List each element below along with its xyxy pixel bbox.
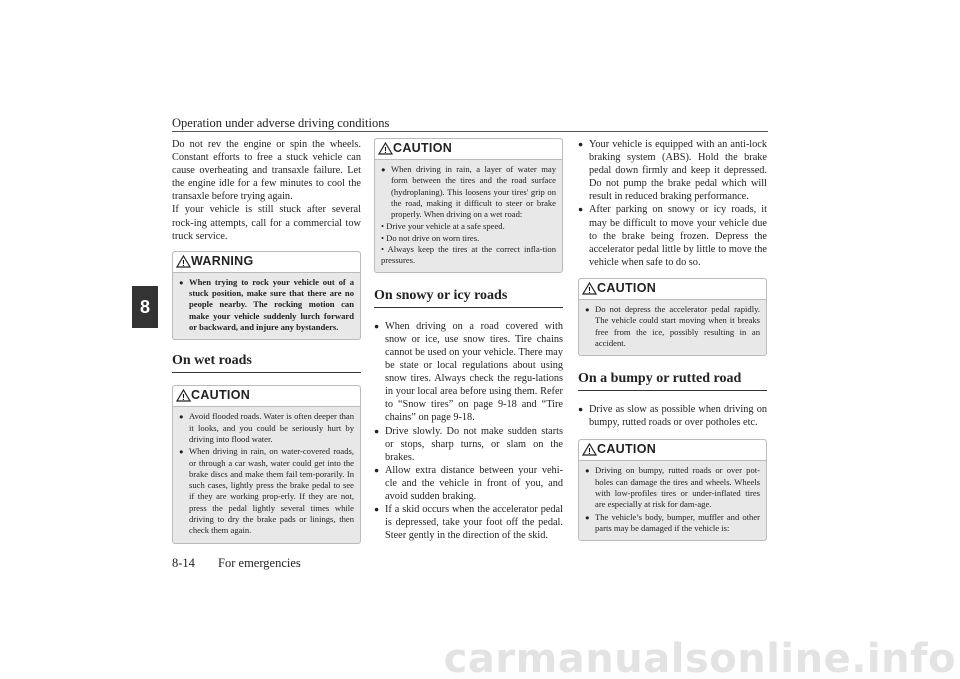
warning-triangle-icon [176,255,191,268]
svg-text:!: ! [182,393,185,403]
header-rule [172,131,768,132]
caution-item: ● When driving in rain, on water-covered roads, or through a car wash, water could get into the brake discs and make them fail tem-porarily. In such cases, lightly press the brake pedal to see if they are working prop-erly. If they are not, press the pedal lightly several times while driving to dry the brake pads or linings, then check them again. [179,446,354,536]
warning-item: ● When trying to rock your vehicle out of a stuck position, make sure that there are no people nearby. The rocking motion can make your vehicle suddenly lurch forward or backward, and injure any bystanders. [179,277,354,333]
caution-label: CAUTION [191,388,251,403]
caution-subitem: • Do not drive on worn tires. [381,232,480,243]
caution-box [578,439,767,541]
column-2 [374,138,563,542]
caution-label: CAUTION [393,141,453,155]
caution-item: ● Do not depress the accelerator pedal rapidly. The vehicle could start moving when it breaks free from the ice, possibly resulting in an accident. [585,304,760,349]
list-item: ● Drive as slow as possible when driving on bumpy, rutted roads or over potholes etc. [578,403,767,429]
caution-label: CAUTION [597,280,657,295]
list-item: ● Your vehicle is equipped with an anti-lock braking system (ABS). Hold the brake pedal down firmly and keep it depressed. Do not pump the brake pedal which will result in reduced braking performance. [578,138,767,203]
caution-subitem: • Always keep the tires at the correct infla-tion pressures. [381,244,556,266]
caution-box [374,138,563,273]
caution-label: CAUTION [597,442,657,457]
column-1 [172,138,361,544]
warning-box [172,251,361,340]
caution-item: ● The vehicle’s body, bumper, muffler and other parts may be damaged if the vehicle is: [585,512,760,535]
caution-item: ● When driving in rain, a layer of water may form between the tires and the road surface (hydroplaning). This loosens your tires' grip on the road, making it difficult to steer or brake properly. When driving on a wet road: [381,164,556,220]
watermark-text: carmanualsonline.info [443,640,956,679]
svg-text:!: ! [384,146,387,155]
svg-text:!: ! [588,447,591,457]
caution-item: ● Driving on bumpy, rutted roads or over pot-holes can damage the tires and wheels. Wheels with low-profiles tires or under-inflated tires are especially at risk for dam-age. [585,465,760,510]
watermark [0,640,960,679]
svg-text:!: ! [182,258,185,268]
column-3 [578,138,767,541]
caution-box [578,278,767,356]
caution-box [172,385,361,543]
list-item: ● When driving on a road covered with snow or ice, use snow tires. Tire chains cannot be used on your vehicle. There may be state or local regulations about using snow tires. Always check the regu-lations in your local area before using them. Refer to “Snow tires” on page 9-18 and “Tire chains” on page 9-18. [374,320,563,425]
page-header-title: Operation under adverse driving conditions [172,116,390,130]
svg-text:!: ! [588,285,591,295]
caution-triangle-icon [378,142,393,155]
list-item: ● Allow extra distance between your vehi-cle and the vehicle in front of you, and avoid sudden braking. [374,464,563,503]
list-item: ● After parking on snowy or icy roads, it may be difficult to move your vehicle due to the brake being frozen. Depress the accelerator pedal little by little to move the vehicle when safe to do so. [578,203,767,268]
section-title-bumpy-road: On a bumpy or rutted road [578,372,767,391]
caution-triangle-icon [582,443,597,456]
warning-label: WARNING [191,253,254,268]
page-footer [172,556,301,571]
intro-paragraph: If your vehicle is still stuck after several rock-ing attempts, call for a commercial tow truck service. [172,204,361,242]
list-item: ● Drive slowly. Do not make sudden starts or stops, sharp turns, or slam on the brakes. [374,425,563,464]
intro-paragraph: Do not rev the engine or spin the wheels. Constant efforts to free a stuck vehicle can cause overheating and transaxle failure. Let the engine idle for a few minutes to cool the transaxle before trying again. [172,139,361,203]
list-item: ● If a skid occurs when the accelerator pedal is depressed, take your foot off the pedal. Steer gently in the direction of the skid. [374,503,563,542]
page-number: 8-14 [172,556,195,570]
section-title-wet-roads: On wet roads [172,354,361,373]
caution-item: ● Avoid flooded roads. Water is often deeper than it looks, and you could be seriously hurt by driving into flood water. [179,411,354,445]
footer-section: For emergencies [218,556,301,570]
caution-subitem: • Drive your vehicle at a safe speed. [381,221,505,232]
section-title-snowy-roads: On snowy or icy roads [374,289,563,308]
chapter-tab: 8 [132,286,158,328]
caution-triangle-icon [582,282,597,295]
caution-triangle-icon [176,389,191,402]
